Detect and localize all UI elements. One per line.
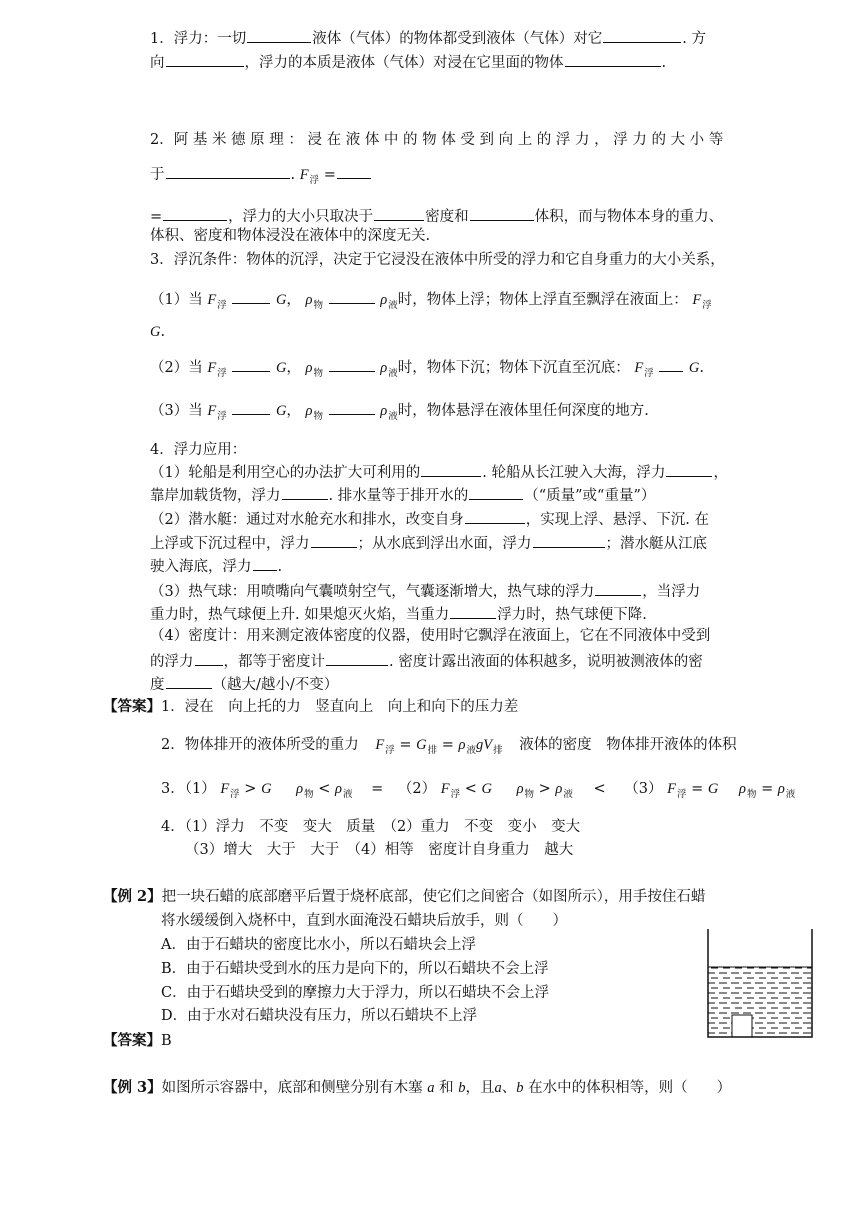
force-symbol: F [207,403,217,419]
subscript: 液 [785,789,796,800]
weight-symbol: G [261,781,272,797]
blank[interactable] [565,51,661,67]
blank[interactable] [603,27,681,43]
text: 浮力时，热气球便下降. [497,607,647,623]
text: 和 [439,1080,454,1096]
sec3-case2 [150,356,704,384]
equals: = [323,167,336,183]
subscript: 物 [313,411,324,422]
text: （2）当 [150,360,203,376]
text: 、 [501,1080,517,1096]
text: 在水中的体积相等，则（ ） [528,1080,732,1096]
text: ；潜水艇从江底 [605,536,707,552]
subscript: 物 [313,300,324,311]
force-symbol: F [440,781,450,797]
ex2-option-d[interactable]: D．由于水对石蜡块没有压力，所以石蜡块不上浮 [161,1008,478,1024]
text: 液体的密度 物体排开液体的体积 [519,737,737,753]
answer1-line2 [161,735,737,761]
subscript: 浮 [644,368,654,379]
text: （“质量”或“重量”） [524,488,656,504]
equals: = [150,209,163,225]
blank[interactable] [282,484,328,500]
blank[interactable] [326,650,388,666]
ex2-option-a[interactable]: A．由于石蜡块的密度比水小，所以石蜡块会上浮 [161,937,476,953]
weight-symbol: G [688,360,700,376]
weight-symbol: G [481,781,492,797]
var-b: b [516,1080,524,1096]
subscript: 液 [388,411,398,422]
text: ，浮力的大小只取决于 [228,209,374,225]
sec4-title: 4．浮力应用： [150,442,247,458]
text: 度 [150,677,165,693]
text: 1．浸在 向上托的力 竖直向上 向上和向下的压力差 [161,699,519,715]
rho-symbol: ρ [738,781,746,797]
blank[interactable] [329,356,375,372]
rho-symbol: ρ [555,781,563,797]
text: 时， [397,292,427,308]
text: . [160,324,166,340]
rho-symbol: ρ [305,403,313,419]
text: （1）轮船是利用空心的办法扩大可利用的 [150,465,421,481]
blank[interactable] [595,580,641,596]
text: . [699,360,705,376]
text: 靠岸加载货物，浮力 [150,488,281,504]
subscript: 液 [388,368,398,379]
text: ，且 [465,1080,495,1096]
sec3-case1-cont [150,322,165,342]
sec4-b-line1 [150,508,709,530]
text: . 密度计露出液面的体积越多，说明被测液体的密 [389,654,703,670]
answer2 [103,1031,172,1051]
example-label: 【例 3】 [103,1079,162,1096]
text: . 方 [682,31,706,47]
text: 把一块石蜡的底部磨平后置于烧杯底部，使它们之间密合（如图所示），用手按住石蜡 [161,889,706,905]
subscript: 浮 [217,300,227,311]
subscript: 浮 [702,300,712,311]
force-symbol: F [634,360,644,376]
text: ，当浮力 [642,584,701,600]
subscript: 物 [746,789,757,800]
blank[interactable] [166,163,290,179]
text: ， [713,465,728,481]
answer-label: 【答案】 [103,1032,161,1049]
sec4-c-line2 [150,603,647,625]
text: 液体（气体）的物体都受到液体（气体）对它 [312,31,603,47]
answer1-line4: 4．（1）浮力 不变 变大 质量 （2）重力 不变 变小 变大 [161,819,581,835]
text: 的浮力 [150,654,194,670]
sec4-d-line3 [150,673,338,695]
subscript: 液 [466,745,476,756]
op-lt: < [593,781,606,797]
text: ，都等于密度计 [223,654,325,670]
rho-symbol: ρ [335,781,342,797]
var-a: a [494,1080,502,1096]
subscript: 浮 [217,368,227,379]
text: 物体上浮；物体上浮直至飘浮在液面上： [426,292,688,308]
subscript: 浮 [450,789,461,800]
text: ，浮力的本质是液体（气体）对浸在它里面的物体 [244,55,564,71]
text: 2．物体排开的液体所受的重力 [161,737,359,753]
ex2-line2: 将水缓缓倒入烧杯中，直到水面淹没石蜡块后放手，则（ ） [161,913,567,929]
text: 向 [150,55,165,71]
blank[interactable] [666,461,712,477]
text: ，实现上浮、悬浮、下沉. 在 [525,512,709,528]
subscript: 浮 [676,789,687,800]
sec1-line2 [150,51,666,73]
subscript: 液 [342,789,353,800]
text: . 轮船从长江驶入大海，浮力 [482,465,666,481]
sec1-line1 [150,27,706,49]
text: （3）热气球：用喷嘴向气囊喷射空气，气囊逐渐增大，热气球的浮力 [150,584,595,600]
comma: ， [286,403,301,419]
weight-symbol: G [275,292,287,308]
water [708,967,812,1037]
sec4-b-line3 [150,555,282,577]
force-symbol: F [220,781,230,797]
ex2-option-b[interactable]: B．由于石蜡块受到水的压力是向下的，所以石蜡块不会上浮 [161,961,549,977]
weight-symbol: G [275,403,287,419]
text: 3．（1） [161,781,216,797]
blank[interactable] [329,288,375,304]
blank[interactable] [232,356,270,372]
blank[interactable] [166,51,244,67]
weight-symbol: G [416,737,427,753]
sec4-d-line2 [150,650,703,672]
formula-archimedes [375,737,507,756]
sec2-line1: 2．阿 基 米 德 原 理 ： 浸 在 液 体 中 的 物 体 受 到 向 上 的 浮 力 ， 浮 力 的 大 小 等 [150,132,724,148]
text: 重力时，热气球便上升. 如果熄灭火焰，当重力 [150,607,450,623]
subscript: 物 [313,368,324,379]
beaker-figure [706,929,816,1039]
text: （3）当 [150,403,203,419]
sec4-d-line1: （4）密度计：用来测定液体密度的仪器，使用时它飘浮在液面上，它在不同液体中受到 [150,628,711,644]
rho-symbol: ρ [305,360,313,376]
sec4-a-line2 [150,484,655,506]
rho-symbol: ρ [516,781,524,797]
force-symbol: F [207,360,217,376]
blank[interactable] [311,532,357,548]
ex2-option-c[interactable]: C．由于石蜡块受到的摩擦力大于浮力，所以石蜡块不会上浮 [161,985,550,1001]
var-a: a [427,1080,435,1096]
answer-value: B [161,1033,172,1049]
text: 密度和 [425,209,469,225]
equals: = [399,737,412,753]
blank[interactable] [253,555,277,571]
op-eq: = [691,781,704,797]
ex2-line1 [103,887,705,907]
text: 1．浮力：一切 [150,31,247,47]
var-b: b [458,1080,466,1096]
answer1-line5: （3）增大 大于 大于 （4）相等 密度计自身重力 越大 [185,842,574,858]
sec3-case1 [150,288,712,316]
op-lt: < [464,781,477,797]
rho-symbol: ρ [777,781,785,797]
answer1-line1 [103,697,518,717]
blank[interactable] [469,484,523,500]
subscript: 浮 [230,789,240,800]
rho-symbol: ρ [305,292,313,308]
blank[interactable] [659,356,683,372]
comma: ， [286,360,301,376]
sec2-line2 [150,163,372,191]
blank[interactable] [232,399,270,415]
sec3-case3 [150,399,649,427]
text: . [277,559,283,575]
subscript: 液 [388,300,398,311]
rho-symbol: ρ [458,737,466,753]
rho-symbol: ρ [296,781,304,797]
ex3-line1 [103,1078,731,1098]
text: （越大/越小/不变） [212,677,339,693]
op-eq: = [761,781,774,797]
subscript: 排 [427,745,438,756]
text: . [290,167,296,183]
text: . 排水量等于排开水的 [328,488,469,504]
subscript: 物 [304,789,314,800]
text: 驶入海底，浮力 [150,559,252,575]
rho-symbol: ρ [380,403,388,419]
subscript: 物 [524,789,535,800]
blank[interactable] [533,532,605,548]
text: 物体悬浮在液体里任何深度的地方. [426,403,649,419]
text: 如图所示容器中，底部和侧壁分别有木塞 [161,1080,423,1096]
op-eq: = [371,781,384,797]
subscript: 浮 [217,411,227,422]
blank[interactable] [374,205,424,221]
sec4-b-line2 [150,532,707,554]
text: （2） [397,781,437,797]
text: （1）当 [150,292,203,308]
text: 时， [397,360,427,376]
sec3-title: 3．浮沉条件：物体的沉浮，决定于它浸没在液体中所受的浮力和它自身重力的大小关系， [150,252,725,268]
answer-label: 【答案】 [103,698,161,715]
rho-symbol: ρ [380,292,388,308]
force-symbol: F [207,292,217,308]
example-label: 【例 2】 [103,888,162,905]
wax-block [732,1015,752,1037]
blank[interactable] [470,205,534,221]
text: 物体下沉；物体下沉直至沉底： [426,360,630,376]
subscript: 液 [563,789,573,800]
op-gt: > [538,781,551,797]
text: （3） [624,781,663,797]
force-symbol: F [375,737,385,753]
sec4-c-line1 [150,580,700,602]
blank[interactable] [166,673,212,689]
text: 时， [397,403,427,419]
subscript: 排 [493,745,503,756]
op-lt: < [318,781,331,797]
sec4-a-line1 [150,461,728,483]
comma: ， [286,292,301,308]
blank[interactable] [421,461,481,477]
op-gt: > [244,781,257,797]
blank[interactable] [163,205,227,221]
g-symbol: gV [475,737,493,753]
force-symbol: F [299,167,309,183]
blank[interactable] [195,650,223,666]
blank[interactable] [232,288,270,304]
blank[interactable] [337,163,371,179]
blank[interactable] [450,603,496,619]
equals: = [441,737,454,753]
text: 体积，而与物体本身的重力、 [534,209,724,225]
subscript: 浮 [385,745,395,756]
subscript: 浮 [309,175,320,186]
text: 于 [150,167,165,183]
text: 上浮或下沉过程中，浮力 [150,536,310,552]
sec2-line3 [150,205,723,227]
blank[interactable] [329,399,375,415]
force-symbol: F [667,781,676,797]
weight-symbol: G [707,781,719,797]
weight-symbol: G [275,360,287,376]
force-symbol: F [692,292,702,308]
text: . [661,55,667,71]
sec2-line4: 体积、密度和物体浸没在液体中的深度无关. [150,228,431,244]
blank[interactable] [247,27,311,43]
rho-symbol: ρ [380,360,388,376]
blank[interactable] [465,508,525,524]
text: ；从水底到浮出水面，浮力 [357,536,532,552]
weight-symbol: G [150,324,161,340]
answer1-line3 [161,779,795,805]
text: （2）潜水艇：通过对水舱充水和排水，改变自身 [150,512,464,528]
